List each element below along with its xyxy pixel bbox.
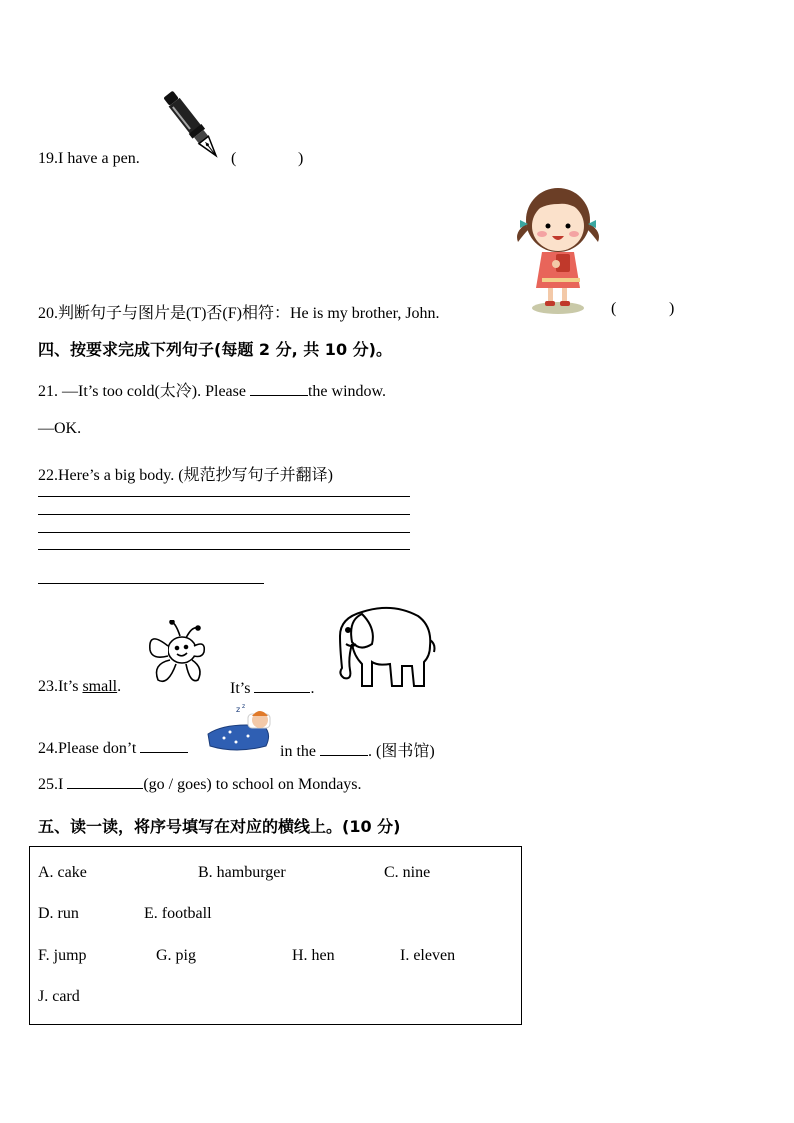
question-24-left (38, 738, 188, 758)
question-25-part2: (go / goes) to school on Mondays. (143, 776, 362, 793)
question-23-part3: It’s (230, 680, 251, 697)
question-24-part2: in the (280, 743, 316, 760)
answer-paren-19-open: ( (231, 150, 237, 167)
answer-paren-19-close: ) (298, 150, 304, 167)
word-option-b: B. hamburger (198, 864, 286, 881)
question-25-part1: 25.I (38, 776, 64, 793)
answer-blank-24b[interactable] (320, 741, 368, 756)
elephant-icon (332, 600, 436, 692)
butterfly-icon (146, 620, 208, 690)
question-23-part4: . (310, 680, 315, 697)
answer-blank-21[interactable] (250, 381, 308, 396)
writing-line-3[interactable] (38, 532, 410, 533)
section-4-title: 四、按要求完成下列句子(每题 2 分, 共 10 分)。 (38, 340, 392, 359)
question-23-left (38, 678, 121, 696)
question-21-part2: the window. (307, 383, 387, 400)
word-option-i: I. eleven (400, 947, 456, 964)
answer-paren-20-close: ) (669, 300, 675, 317)
question-24-part1: 24.Please don’t (38, 740, 137, 757)
answer-blank-25[interactable] (67, 774, 143, 789)
word-option-d: D. run (38, 905, 79, 922)
word-option-e: E. football (144, 905, 212, 922)
word-option-h: H. hen (292, 947, 335, 964)
word-option-j: J. card (38, 988, 80, 1005)
word-option-f: F. jump (38, 947, 87, 964)
writing-line-4[interactable] (38, 549, 410, 550)
word-option-g: G. pig (156, 947, 196, 964)
translation-line[interactable] (38, 583, 264, 584)
question-19-text: 19.I have a pen. (38, 150, 140, 167)
writing-line-2[interactable] (38, 514, 410, 515)
section-5-title: 五、读一读，将序号填写在对应的横线上。(10 分) (38, 817, 401, 836)
svg-text:z: z (242, 704, 246, 710)
question-20-text: 20.判断句子与图片是(T)否(F)相符：He is my brother, John. (38, 305, 440, 322)
question-25 (38, 774, 362, 794)
question-24-right (280, 738, 435, 761)
answer-blank-23[interactable] (254, 678, 310, 693)
question-23-part1: 23.It’s (38, 678, 79, 695)
question-22-text: 22.Here’s a big body. (规范抄写句子并翻译) (38, 467, 333, 484)
sleeping-child-icon (206, 704, 276, 754)
answer-blank-24a[interactable] (140, 738, 188, 753)
writing-line-1[interactable] (38, 496, 410, 497)
question-21 (38, 378, 386, 401)
girl-illustration (512, 180, 602, 316)
word-bank-box (29, 846, 522, 1025)
question-23-underlined-word: small (82, 678, 118, 695)
pen-icon (160, 84, 224, 166)
question-21-answer: —OK. (38, 420, 82, 437)
question-19 (38, 150, 140, 168)
question-23-right (230, 678, 314, 698)
word-option-a: A. cake (38, 864, 87, 881)
question-23-part2: . (117, 678, 122, 695)
answer-paren-20-open: ( (611, 300, 617, 317)
word-option-c: C. nine (384, 864, 431, 881)
svg-text:z: z (236, 705, 241, 714)
question-21-part1: 21. —It’s too cold(太冷). Please (38, 383, 246, 400)
question-24-part3: . (图书馆) (368, 743, 435, 760)
